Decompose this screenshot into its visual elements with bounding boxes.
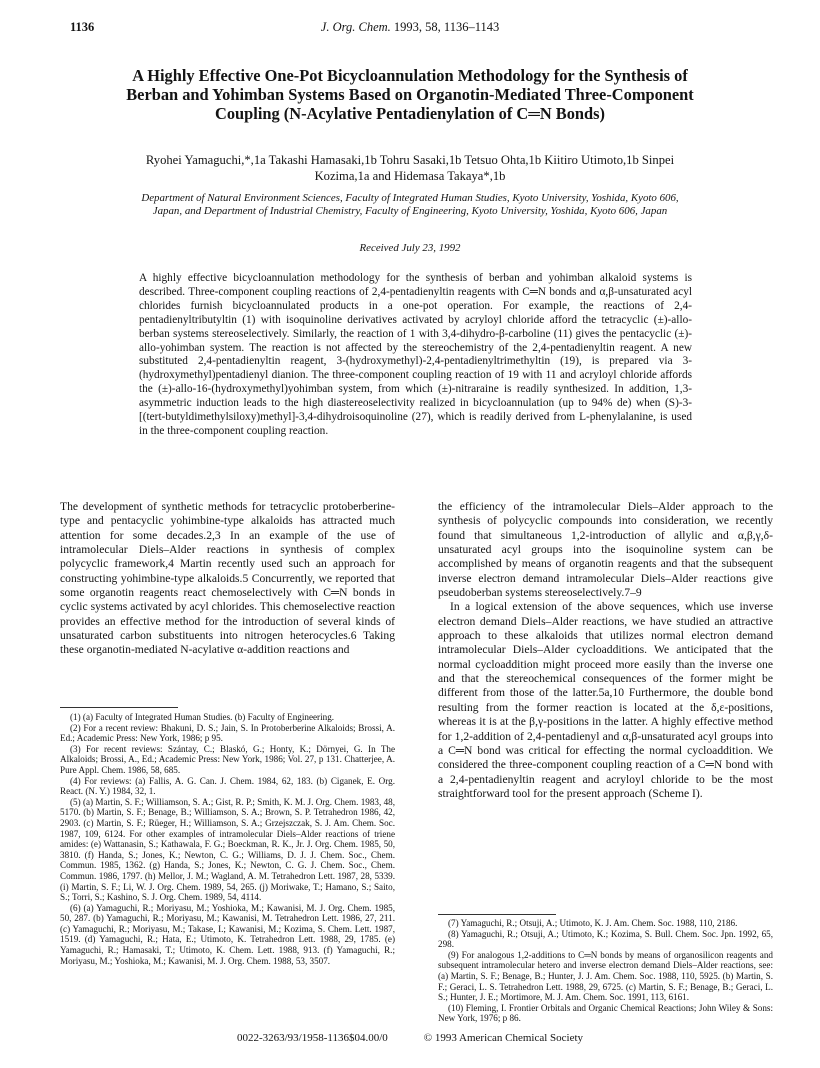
footnote: (7) Yamaguchi, R.; Otsuji, A.; Utimoto, K. J. Am. Chem. Soc. 1988, 110, 2186. <box>448 918 738 928</box>
body-paragraph: In a logical extension of the above sequences, which use inverse electron demand Diels–Alder reactions, we have studied an attractive approach to these alkaloids that utilizes normal electron demand intramolecular Diels–Alder cycloadditions. We anticipated that the normal cycloaddition might proceed more easily than the inverse one and that the stereochemical consequences of the former might be different from those of the latter.5a,10 Furthermore, the double bond resulting from the former reaction is located at the δ,ε-positions, whereas it is at the β,γ-positions in the latter. A highly effective method for 1,2-addition of 2,4-pentadienyl and α,β-unsaturated acyl groups into a C═N bond was critical for effecting the normal cycloaddition. We considered the three-component coupling reaction of a C═N bond with a 2,4-pentadienyltin reagent and acryloyl chloride to be the most straightforward tool for the present approach (Scheme I). <box>438 600 773 800</box>
journal-name: J. Org. Chem. <box>320 20 391 34</box>
footnote: (2) For a recent review: Bhakuni, D. S.; Jain, S. In Protoberberine Alkaloids; Brossi, A. Ed.; Academic Press: New York, 1986; p 95. <box>60 722 395 744</box>
body-column-right <box>438 500 773 801</box>
page-number: 1136 <box>70 20 95 34</box>
body-paragraph: the efficiency of the intramolecular Diels–Alder approach to the synthesis of polycyclic compounds into consideration, we recently found that simultaneous 1,2-introduction of allylic and α,β,γ,δ-unsaturated acyl groups into the isoquinoline system can be accomplished by means of organotin reagents and that the subsequent inverse electron demand intramolecular Diels–Alder reactions give pseudoberban systems stereoselectively.7–9 <box>438 500 773 600</box>
author-list: Ryohei Yamaguchi,*,1a Takashi Hamasaki,1b Tohru Sasaki,1b Tetsuo Ohta,1b Kiitiro Utimoto,1b Sinpei Kozima,1a and Hidemasa Takaya*,1b <box>145 153 675 183</box>
footnote: (5) (a) Martin, S. F.; Williamson, S. A.; Gist, R. P.; Smith, K. M. J. Org. Chem. 1983, 48, 5170. (b) Martin, S. F.; Benage, B.; Williamson, S. A.; Brown, S. P. Tetrahedron 1986, 42, 2903. (c) Martin, S. F.; Rüeger, H.; Williamson, S. A.; Grzejszczak, S. J. Am. Chem. Soc. 1987, 109, 6124. For other examples of intramolecular Diels–Alder reactions of triene amides: (e) Wattanasin, S.; Kathawala, F. G.; Boeckman, R. K., Jr. J. Org. Chem. 1985, 50, 3810. (f) Handa, S.; Jones, K.; Newton, C. G.; Williams, D. J. J. Chem. Soc., Chem. Commun. 1985, 1362. (g) Handa, S.; Jones, K.; Newton, C. G. J. Chem. Soc., Chem. Commun. 1986, 1797. (h) Mellor, J. M.; Wagland, A. M. Tetrahedron Lett. 1987, 28, 5339. (i) Martin, S. F.; Li, W. J. Org. Chem. 1989, 54, 265. (j) Moriwake, T.; Hamano, S.; Saito, S.; Torri, S.; Kashino, S. J. Org. Chem. 1989, 54, 4114. <box>60 796 395 903</box>
journal-volume: 1993, 58, 1136–1143 <box>390 20 500 34</box>
received-date: Received July 23, 1992 <box>359 242 461 254</box>
abstract: A highly effective bicycloannulation methodology for the synthesis of berban and yohimban alkaloid systems is described. Three-component coupling reactions of 2,4-pentadienyltin reagents with C═N bonds and α,β-unsaturated acyl chlorides furnish bicycloannulated products in a one-pot operation. For example, the reactions of 2,4-pentadienyltributyltin (1) with isoquinoline derivatives activated by acryloyl chloride afford the tetracyclic (±)-allo-berban systems stereoselectively. Similarly, the reaction of 1 with 3,4-dihydro-β-carboline (11) gives the pentacyclic (±)-allo-yohimban system. The reaction is not affected by the stereochemistry of the 2,4-pentadienyltin reagent. A new substituted 2,4-pentadienyltin reagent, 3-(hydroxymethyl)-2,4-pentadienyltrimethyltin (19), is prepared via 3-(hydroxymethyl)pentadienyl dianion. The three-component coupling reaction of 19 with 11 and acryloyl chloride affords the (±)-allo-16-(hydroxymethyl)yohimban system, from which (±)-nitraraine is readily synthesized. In addition, 1,3-asymmetric induction leads to the high diastereoselectivity realized in bicycloannulation (up to 94% de) when (S)-3-[(tert-butyldimethylsiloxy)methyl]-3,4-dihydroisoquinoline (27), which is readily derived from L-phenylalanine, is used in the three-component coupling reaction. <box>139 272 692 437</box>
body-paragraph: The development of synthetic methods for tetracyclic protoberberine-type and pentacyclic yohimbine-type alkaloids has attracted much attention for some decades.2,3 In an example of the use of intramolecular Diels–Alder reactions in synthesis of complex polycyclic framework,4 Martin recently used such an approach for constructing yohimbine-type alkaloids.5 Concurrently, we reported that some organotin reagents react chemoselectively with C═N bonds in cyclic systems activated by acyl chlorides. This chemoselective reaction provides an effective method for the introduction of several kinds of unsaturated carbon substituents into nitrogen heterocycles.6 Taking these organotin-mediated N-acylative α-addition reactions and <box>60 500 395 657</box>
article-title: A Highly Effective One-Pot Bicycloannulation Methodology for the Synthesis of Berban and Yohimban Systems Based on Organotin-Mediated Three-Component Coupling (N-Acylative Pentadienylation of C═N Bonds) <box>126 66 694 123</box>
footnote-rule-right <box>438 914 556 915</box>
footnotes-right <box>438 918 773 1024</box>
copyright: © 1993 American Chemical Society <box>423 1032 584 1044</box>
page-footer <box>0 1032 820 1044</box>
journal-citation <box>50 20 770 35</box>
footnote: (6) (a) Yamaguchi, R.; Moriyasu, M.; Yoshioka, M.; Kawanisi, M. J. Org. Chem. 1985, 50, 287. (b) Yamaguchi, R.; Moriyasu, M.; Kawanisi, M. Tetrahedron Lett. 1986, 27, 211. (c) Yamaguchi, R.; Moriyasu, M.; Takase, I.; Kawanisi, M.; Kozima, S. Chem. Lett. 1987, 1519. (d) Yamaguchi, R.; Hata, E.; Utimoto, K. Tetrahedron Lett. 1988, 29, 1785. (e) Yamaguchi, R.; Hamasaki, T.; Utimoto, K. Chem. Lett. 1988, 913. (f) Yamaguchi, R.; Moriyasu, M.; Yoshioka, M.; Kawanisi, M. J. Org. Chem. 1988, 53, 3507. <box>60 902 395 966</box>
running-header <box>50 20 770 38</box>
affiliation: Department of Natural Environment Sciences, Faculty of Integrated Human Studies, Kyoto University, Yoshida, Kyoto 606, Japan, and Department of Industrial Chemistry, Faculty of Engineering, Kyoto University, Yoshida, Kyoto 606, Japan <box>141 192 679 217</box>
footnote: (10) Fleming, I. Frontier Orbitals and Organic Chemical Reactions; John Wiley & Sons: New York, 1976; p 86. <box>438 1002 773 1024</box>
footnote-rule-left <box>60 707 178 708</box>
footnote: (1) (a) Faculty of Integrated Human Studies. (b) Faculty of Engineering. <box>70 712 335 722</box>
footnotes-left <box>60 712 395 966</box>
footnote: (8) Yamaguchi, R.; Otsuji, A.; Utimoto, K.; Kozima, S. Bull. Chem. Soc. Jpn. 1992, 65, 298. <box>438 928 773 950</box>
article-code: 0022-3263/93/1958-1136$04.00/0 <box>236 1032 388 1044</box>
footnote: (9) For analogous 1,2-additions to C═N bonds by means of organosilicon reagents and subsequent intramolecular hetero and inverse electron demand Diels–Alder reactions, see: (a) Martin, S. F.; Benage, B.; Hunter, J. J. Am. Chem. Soc. 1988, 110, 5925. (b) Martin, S. F.; Geraci, L. S. Tetrahedron Lett. 1988, 29, 6725. (c) Martin, S. F.; Benage, B.; Geraci, L. S.; Hunter, J. E.; Mortimore, M. J. Am. Chem. Soc. 1991, 113, 6161. <box>438 949 773 1003</box>
footnote: (4) For reviews: (a) Fallis, A. G. Can. J. Chem. 1984, 62, 183. (b) Ciganek, E. Org. React. (N. Y.) 1984, 32, 1. <box>60 775 395 797</box>
body-column-left <box>60 500 395 658</box>
footnote: (3) For recent reviews: Szántay, C.; Blaskó, G.; Honty, K.; Dörnyei, G. In The Alkaloids; Brossi, A., Ed.; Academic Press: New York, 1986; Vol. 27, p 131. Chatterjee, A. Pure Appl. Chem. 1986, 58, 685. <box>60 743 395 775</box>
